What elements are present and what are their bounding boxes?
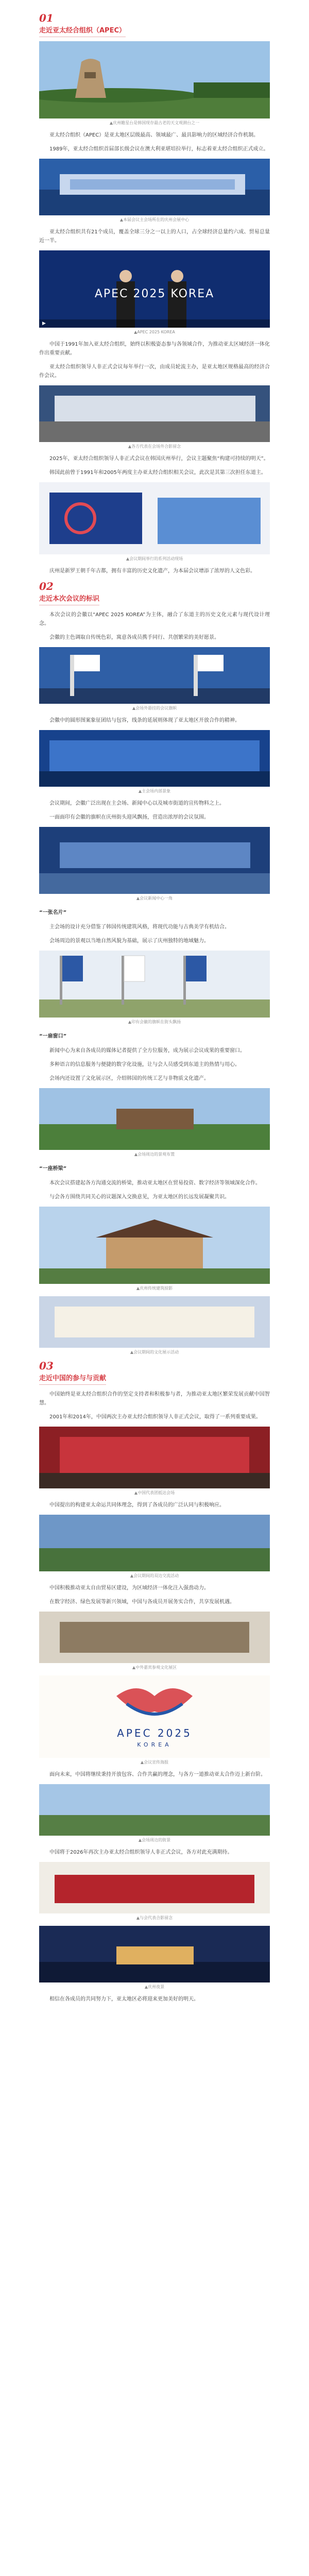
photo-caption: ▲APEC 2025 KOREA	[134, 330, 175, 334]
photo-caption: ▲各方代表在会场外合影留念	[128, 444, 181, 449]
flags-image	[39, 647, 270, 704]
photo-caption: ▲会议期间的双边交流活动	[130, 1573, 179, 1578]
photo-group	[39, 385, 270, 442]
group-image	[39, 385, 270, 442]
photo-caption: ▲会议期间举行的系列活动现场	[126, 556, 183, 561]
photo-press	[39, 827, 270, 894]
photo-street	[39, 1784, 270, 1836]
page-end-spacer	[39, 2009, 270, 2071]
section-1-header	[39, 12, 270, 37]
photo-caption: ▲会议期间的文化展示活动	[130, 1350, 179, 1354]
paragraph: 多种语言的信息服务与便捷的数字化设施，让与会人员感受到东道主的热情与用心。	[49, 1062, 240, 1067]
photo-poster	[39, 1675, 270, 1758]
photo-night	[39, 1926, 270, 1982]
venue-image	[39, 159, 270, 215]
guests-image	[39, 1612, 270, 1663]
paragraph: 新闻中心为来自各成员的媒体记者提供了全方位服务，成为展示会议成果的重要窗口。	[49, 1048, 245, 1054]
paragraph: 主会场的设计充分借鉴了韩国传统建筑风格，将现代功能与古典美学有机结合。	[49, 924, 230, 930]
delegation-image	[39, 1427, 270, 1488]
paragraph: 中国积极推动亚太自由贸易区建设，为区域经济一体化注入强劲动力。	[49, 1585, 209, 1591]
photo-caption: ▲会场周边的街景	[138, 1838, 171, 1842]
event-image	[39, 482, 270, 554]
exhibit-image	[39, 1296, 270, 1348]
photo-exhibit	[39, 1296, 270, 1348]
photo-caption: ▲庆州瞻星台是韩国现存最古老的天文观测台之一	[109, 121, 200, 125]
section-title: 走近亚太经合组织（APEC）	[39, 25, 126, 37]
photo-caption: ▲中国代表团抵达会场	[134, 1490, 175, 1495]
press-image	[39, 827, 270, 894]
paragraph: 在数字经济、绿色发展等新兴领域，中国与各成员开展务实合作，共享发展机遇。	[49, 1599, 235, 1605]
paragraph: 会场内还设置了文化展示区，介绍韩国的传统工艺与非物质文化遗产。	[49, 1076, 209, 1081]
photo-hall	[39, 730, 270, 787]
observatory-image	[39, 41, 270, 118]
play-icon[interactable]: ▶	[42, 321, 46, 326]
night-image	[39, 1926, 270, 1982]
section-title: 走近中国的参与与贡献	[39, 1372, 106, 1385]
photo-bilateral	[39, 1515, 270, 1571]
hall-image	[39, 730, 270, 787]
street-image	[39, 1784, 270, 1836]
landscape-image	[39, 1088, 270, 1150]
photo-delegation	[39, 1427, 270, 1488]
photo-event	[39, 482, 270, 554]
paragraph: 庆州是新罗王朝千年古都，拥有丰富的历史文化遗产，为本届会议增添了浓厚的人文色彩。	[49, 568, 255, 574]
paragraph: 面向未来，中国将继续秉持开放包容、合作共赢的理念，与各方一道推动亚太合作迈上新台阶。	[49, 1772, 266, 1777]
paragraph: 中国提出的构建亚太命运共同体理念，得到了各成员的广泛认同与积极响应。	[49, 1502, 225, 1508]
paragraph: 中国于1991年加入亚太经合组织，始终以积极姿态参与各领域合作，为推动亚太区域经济一体化作出重要贡献。	[39, 342, 270, 356]
photo-caption: ▲本届会议主会场所在的庆州会展中心	[119, 217, 190, 222]
paragraph: 中国始终是亚太经合组织合作的坚定支持者和积极参与者，为推动亚太地区繁荣发展贡献中国智慧。	[39, 1392, 270, 1406]
video-player[interactable]	[39, 250, 270, 328]
photo-caption: ▲与会代表合影留念	[136, 1916, 173, 1920]
paragraph: 会议期间，会徽广泛出现在主会场、新闻中心以及城市街道的宣传物料之上。	[49, 801, 225, 806]
photo-landscape	[39, 1088, 270, 1150]
subheading: “一座桥梁”	[39, 1166, 67, 1172]
poster-subtitle: KOREA	[137, 1741, 172, 1748]
paragraph: 中国将于2026年再次主办亚太经合组织领导人非正式会议，各方对此充满期待。	[49, 1850, 233, 1855]
section-title: 走近本次会议的标识	[39, 593, 99, 605]
paragraph: 本次会议的会徽以“APEC 2025 KOREA”为主体，融合了东道主的历史文化元素与现代设计理念。	[39, 612, 270, 626]
photo-observatory	[39, 41, 270, 118]
subheading: “一扇窗口”	[39, 1033, 67, 1039]
video-controls[interactable]	[39, 319, 270, 328]
subheading: “一张名片”	[39, 910, 67, 916]
photo-caption: ▲会议新闻中心一角	[136, 896, 173, 901]
photo-guests	[39, 1612, 270, 1663]
paragraph: 与会各方围绕共同关心的议题深入交换意见，为亚太地区的长远发展凝聚共识。	[49, 1194, 230, 1200]
bilateral-image	[39, 1515, 270, 1571]
paragraph: 韩国此前曾于1991年和2005年两度主办亚太经合组织相关会议，此次是其第三次担任东道主。	[49, 470, 266, 476]
paragraph: 亚太经合组织共有21个成员，覆盖全球三分之一以上的人口，占全球经济总量约六成、贸易总量近一半。	[39, 229, 270, 244]
photo-caption: ▲中外嘉宾参观文化展区	[132, 1665, 177, 1670]
photo-delegates	[39, 1862, 270, 1913]
traditional-image	[39, 1207, 270, 1284]
paragraph: 2025年，亚太经合组织领导人非正式会议在韩国庆州举行，会议主题聚焦“构建可持续的明天”。	[49, 456, 269, 462]
photo-street-flags	[39, 951, 270, 1018]
photo-caption: ▲主会场内部景象	[138, 789, 171, 793]
section-3-header	[39, 1360, 270, 1385]
photo-caption: ▲会场周边的景观布置	[134, 1152, 175, 1157]
photo-traditional	[39, 1207, 270, 1284]
paragraph: 1989年，亚太经合组织首届部长级会议在澳大利亚堪培拉举行，标志着亚太经合组织正式成立。	[49, 146, 269, 152]
paragraph: 亚太经合组织领导人非正式会议每年举行一次，由成员轮流主办，是亚太地区规格最高的经济合作会议。	[39, 364, 270, 379]
photo-caption: ▲庆州夜景	[144, 1985, 165, 1989]
photo-caption: ▲会议宣传海报	[140, 1760, 169, 1765]
paragraph: 2001年和2014年，中国两次主办亚太经合组织领导人非正式会议，取得了一系列重要成果。	[49, 1414, 261, 1420]
street-flags-image	[39, 951, 270, 1018]
paragraph: 本次会议搭建起各方沟通交流的桥梁，推动亚太地区在贸易投资、数字经济等领域深化合作。	[49, 1180, 261, 1186]
paragraph: 亚太经合组织（APEC）是亚太地区层级最高、领域最广、最具影响力的区域经济合作机制。	[49, 132, 259, 138]
section-2-header	[39, 581, 270, 605]
delegates-image	[39, 1862, 270, 1913]
section-number: 02	[39, 580, 54, 592]
paragraph: 一面面印有会徽的旗帜在庆州街头迎风飘扬，营造出浓厚的会议氛围。	[49, 815, 209, 820]
paragraph: 相信在各成员的共同努力下，亚太地区必将迎来更加美好的明天。	[49, 1996, 199, 2002]
section-number: 03	[39, 1360, 54, 1372]
poster-title: APEC 2025	[117, 1727, 192, 1739]
photo-flags	[39, 647, 270, 704]
paragraph: 会徽的主色调取自传统色彩，寓意各成员携手同行、共创繁荣的美好愿景。	[49, 635, 219, 640]
photo-venue	[39, 159, 270, 215]
photo-caption: ▲印有会徽的旗帜在街头飘扬	[128, 1020, 181, 1024]
section-number: 01	[39, 12, 54, 24]
photo-caption: ▲会场外悬挂的会议旗帜	[132, 706, 177, 710]
video-title-text: APEC 2025 KOREA	[94, 287, 215, 300]
paragraph: 会场周边的景观以当地自然风貌为基础，展示了庆州独特的地域魅力。	[49, 938, 209, 944]
photo-caption: ▲庆州传统建筑掠影	[136, 1286, 173, 1291]
paragraph: 会徽中的圆形图案象征团结与包容，线条的延展则体现了亚太地区开放合作的精神。	[49, 718, 240, 723]
